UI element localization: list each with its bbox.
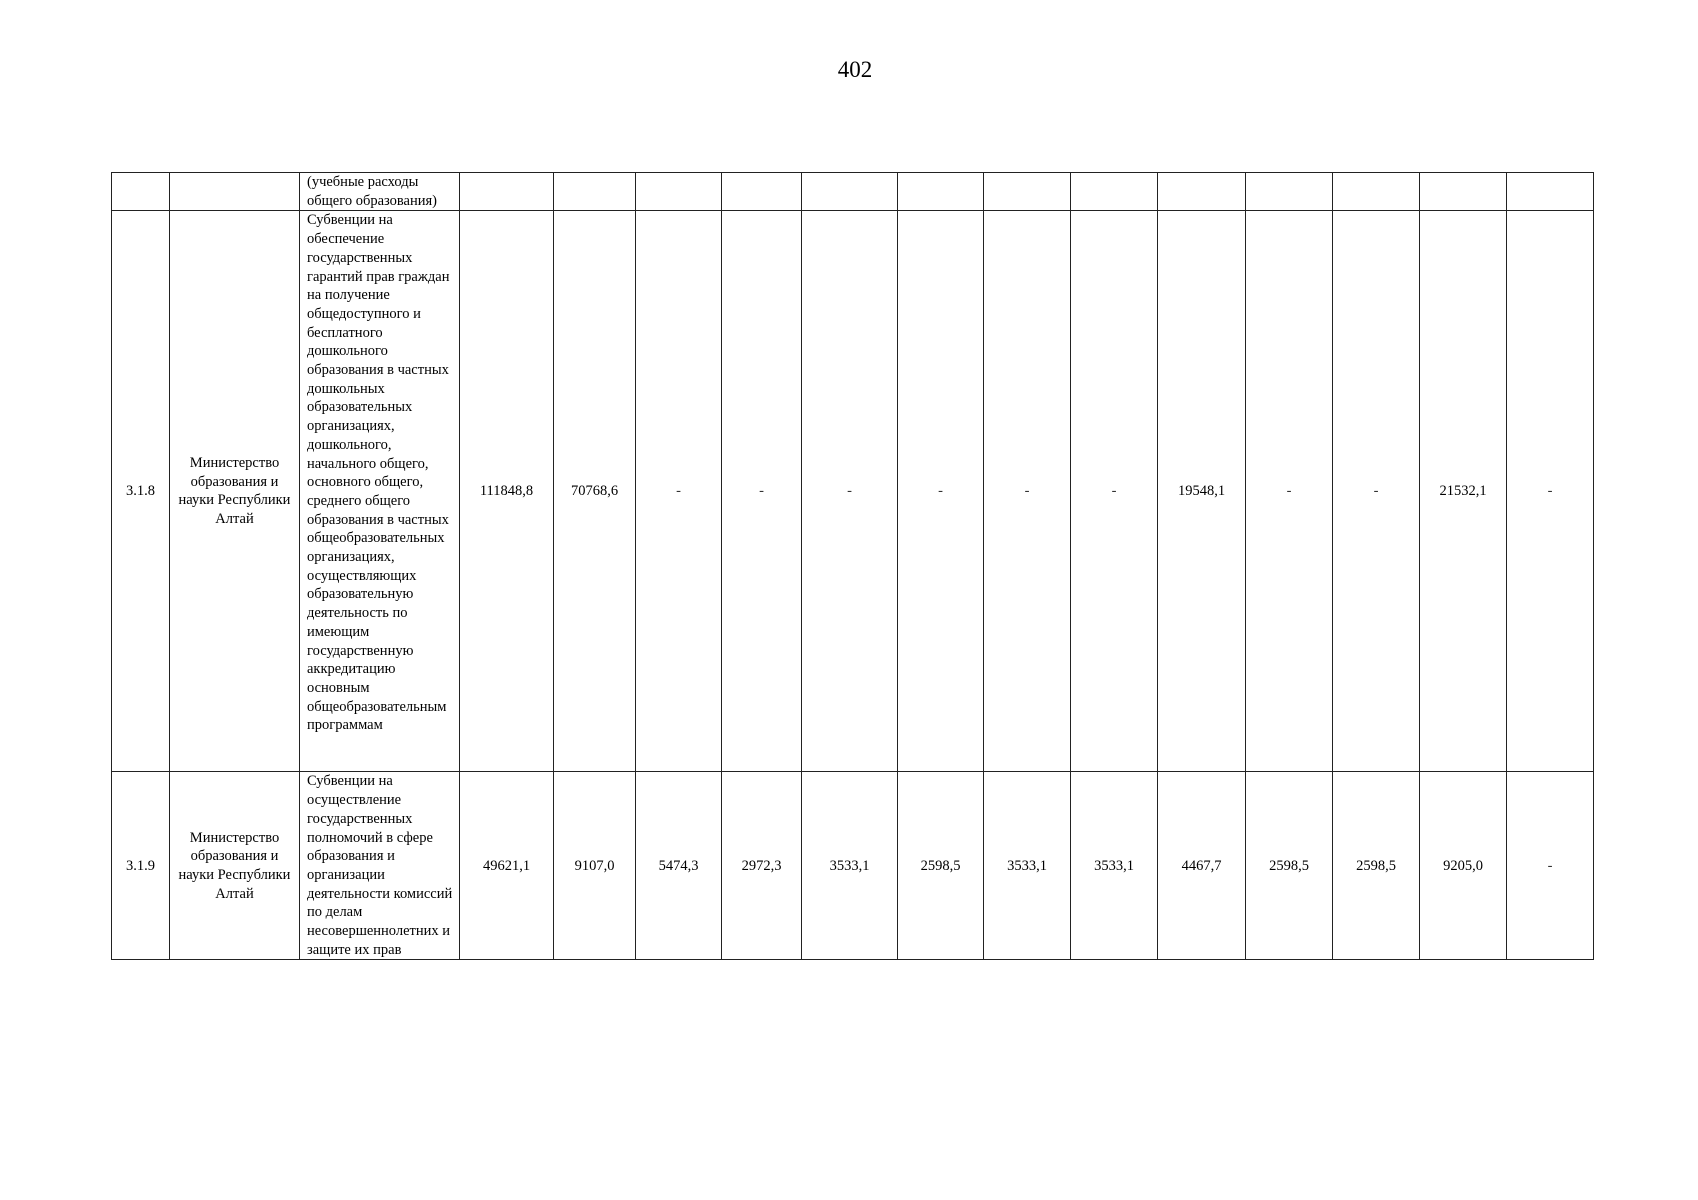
value-cell: 4467,7 [1158,772,1246,960]
value-cell: 111848,8 [460,211,554,772]
value-cell [1246,173,1333,211]
table-row [112,173,1594,211]
budget-table [111,172,1594,960]
row-executor: Министерство образования и науки Республики Алтай [170,772,300,960]
value-cell: 3533,1 [984,772,1071,960]
row-executor [170,173,300,211]
row-description: Субвенции на обеспечение государственных гарантий прав граждан на получение общедоступного и бесплатного дошкольного образования в частных дошкольных образовательных организациях, дошкольного, начального общего, основного общего, среднего общего образования в частных общеобразовательных организациях, осуществляющих образовательную деятельность по имеющим государственную аккредитацию основным общеобразовательным программам [300,211,460,772]
table-row [112,772,1594,960]
value-cell: 3533,1 [1071,772,1158,960]
value-cell: - [722,211,802,772]
value-cell: 49621,1 [460,772,554,960]
value-cell: - [1246,211,1333,772]
value-cell: - [1507,772,1594,960]
value-cell: 9205,0 [1420,772,1507,960]
value-cell [1071,173,1158,211]
row-code: 3.1.8 [112,211,170,772]
row-executor: Министерство образования и науки Республики Алтай [170,211,300,772]
value-cell: - [1333,211,1420,772]
table-row [112,211,1594,772]
row-description: Субвенции на осуществление государственных полномочий в сфере образования и организации деятельности комиссий по делам несовершеннолетних и защите их прав [300,772,460,960]
value-cell: - [802,211,898,772]
page-number: 402 [837,57,873,82]
value-cell [554,173,636,211]
value-cell [1507,173,1594,211]
value-cell [460,173,554,211]
row-code [112,173,170,211]
value-cell: - [898,211,984,772]
value-cell [1420,173,1507,211]
value-cell: 2972,3 [722,772,802,960]
value-cell: 5474,3 [636,772,722,960]
value-cell: 70768,6 [554,211,636,772]
value-cell: 9107,0 [554,772,636,960]
value-cell [1333,173,1420,211]
value-cell: - [636,211,722,772]
value-cell: 21532,1 [1420,211,1507,772]
value-cell [984,173,1071,211]
value-cell: 2598,5 [898,772,984,960]
value-cell [802,173,898,211]
value-cell [722,173,802,211]
value-cell [898,173,984,211]
value-cell: - [984,211,1071,772]
value-cell: - [1507,211,1594,772]
value-cell [1158,173,1246,211]
value-cell [636,173,722,211]
value-cell: 3533,1 [802,772,898,960]
row-code: 3.1.9 [112,772,170,960]
value-cell: 19548,1 [1158,211,1246,772]
value-cell: 2598,5 [1246,772,1333,960]
value-cell: - [1071,211,1158,772]
row-description: (учебные расходы общего образования) [300,173,460,211]
value-cell: 2598,5 [1333,772,1420,960]
